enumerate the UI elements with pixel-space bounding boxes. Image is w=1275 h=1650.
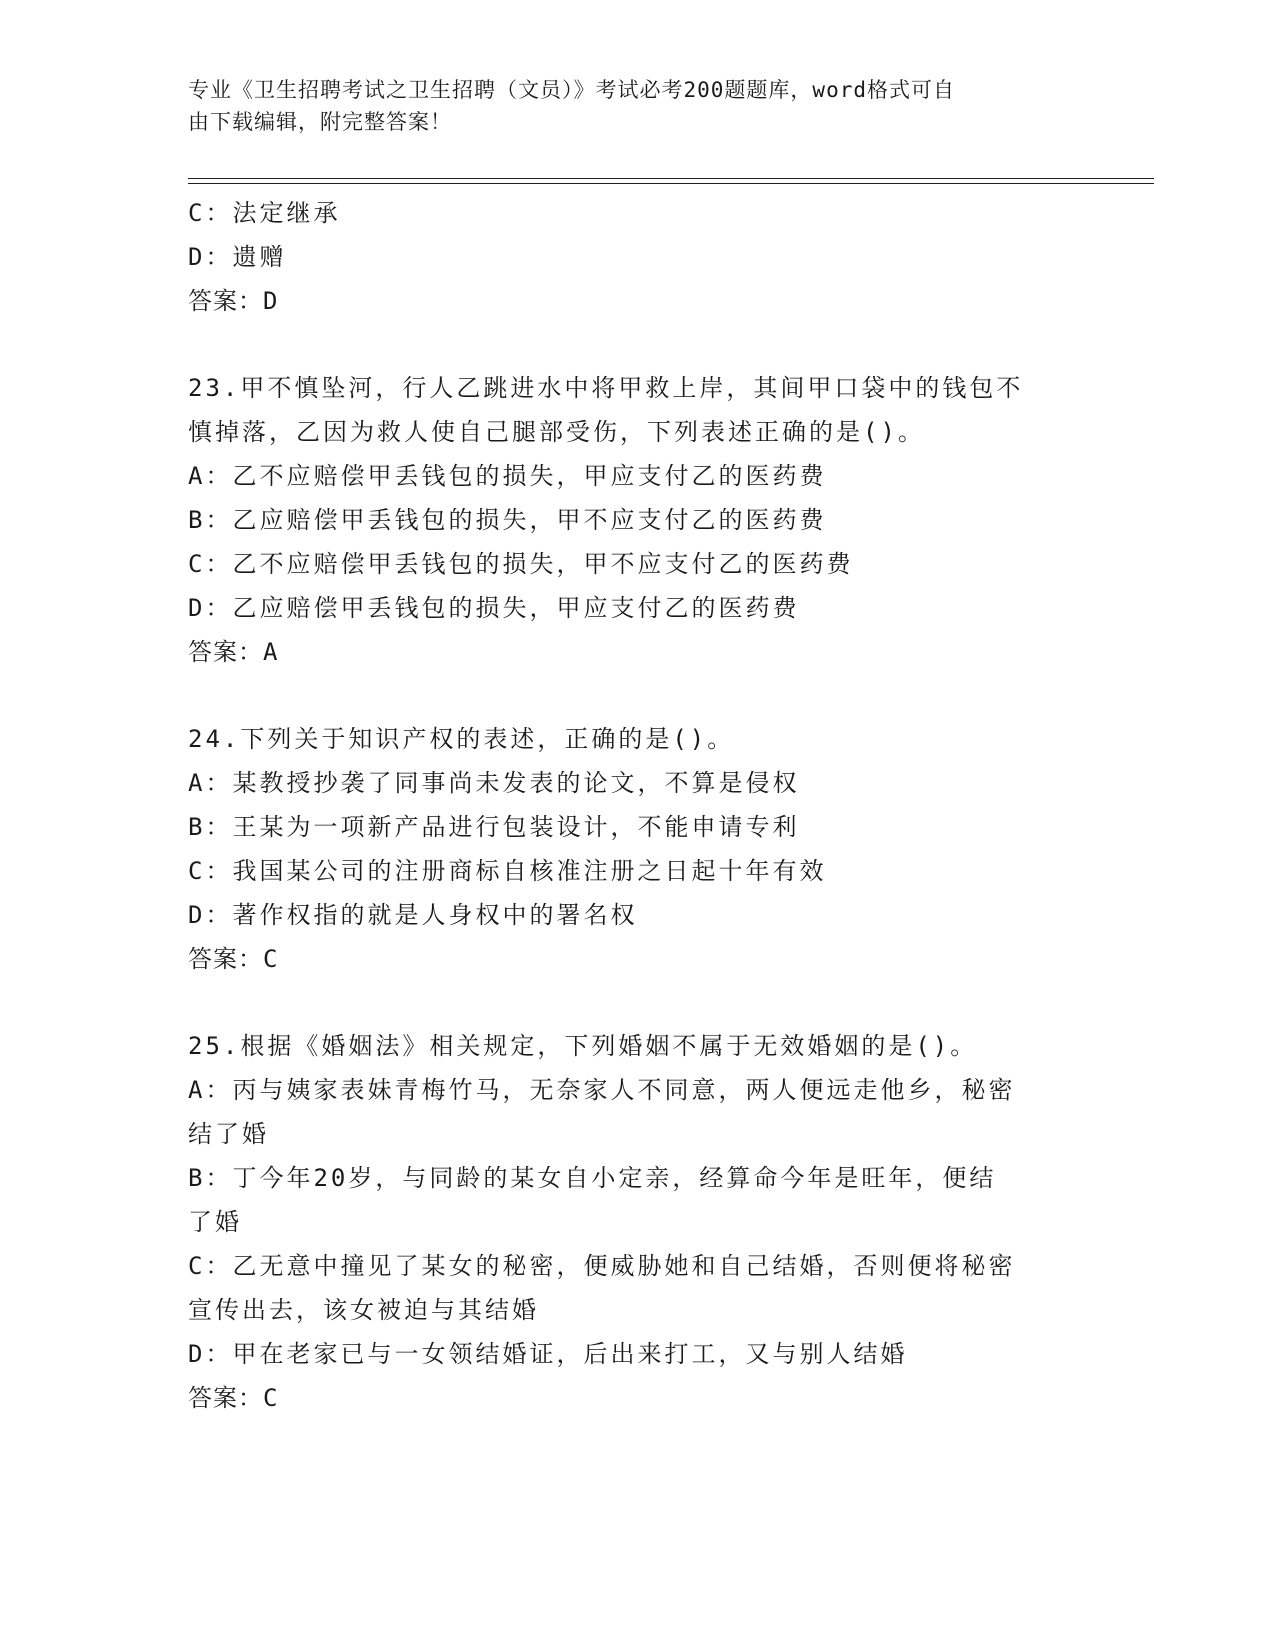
answer-q24: 答案：C: [188, 945, 279, 973]
question-24: 24.下列关于知识产权的表述，正确的是()。: [188, 725, 735, 753]
option-a-q25-line-1: A：丙与姨家表妹青梅竹马，无奈家人不同意，两人便远走他乡，秘密: [188, 1076, 1016, 1104]
option-d-q25: D：甲在老家已与一女领结婚证，后出来打工，又与别人结婚: [188, 1340, 908, 1368]
option-c-q25-line-1: C：乙无意中撞见了某女的秘密，便威胁她和自己结婚，否则便将秘密: [188, 1252, 1016, 1280]
option-c-q24: C：我国某公司的注册商标自核准注册之日起十年有效: [188, 857, 827, 885]
answer-q25: 答案：C: [188, 1384, 279, 1412]
question-23-line-1: 23.甲不慎坠河，行人乙跳进水中将甲救上岸，其间甲口袋中的钱包不: [188, 374, 1024, 402]
option-c-q25-line-2: 宣传出去，该女被迫与其结婚: [188, 1296, 539, 1324]
option-b-q24: B：王某为一项新产品进行包装设计，不能申请专利: [188, 813, 800, 841]
option-a-q24: A：某教授抄袭了同事尚未发表的论文，不算是侵权: [188, 769, 800, 797]
question-25: 25.根据《婚姻法》相关规定，下列婚姻不属于无效婚姻的是()。: [188, 1032, 978, 1060]
option-b-q25-line-1: B：丁今年20岁，与同龄的某女自小定亲，经算命今年是旺年，便结: [188, 1164, 997, 1192]
option-a-q23: A：乙不应赔偿甲丢钱包的损失，甲应支付乙的医药费: [188, 462, 827, 490]
header-line-1: 专业《卫生招聘考试之卫生招聘（文员）》考试必考200题题库，word格式可自: [188, 78, 955, 102]
header-divider-top: [188, 178, 1154, 179]
header-divider-bottom: [188, 183, 1154, 184]
option-a-q25-line-2: 结了婚: [188, 1120, 269, 1148]
header-line-2: 由下载编辑，附完整答案！: [188, 110, 452, 134]
option-c-q22: C：法定继承: [188, 199, 341, 227]
answer-q23: 答案：A: [188, 638, 279, 666]
option-b-q23: B：乙应赔偿甲丢钱包的损失，甲不应支付乙的医药费: [188, 506, 827, 534]
answer-q22: 答案：D: [188, 287, 279, 315]
question-23-line-2: 慎掉落，乙因为救人使自己腿部受伤，下列表述正确的是()。: [188, 418, 925, 446]
document-header: [188, 74, 1068, 138]
option-d-q22: D：遗赠: [188, 243, 287, 271]
option-d-q23: D：乙应赔偿甲丢钱包的损失，甲应支付乙的医药费: [188, 594, 800, 622]
option-c-q23: C：乙不应赔偿甲丢钱包的损失，甲不应支付乙的医药费: [188, 550, 854, 578]
option-d-q24: D：著作权指的就是人身权中的署名权: [188, 901, 638, 929]
option-b-q25-line-2: 了婚: [188, 1208, 242, 1236]
